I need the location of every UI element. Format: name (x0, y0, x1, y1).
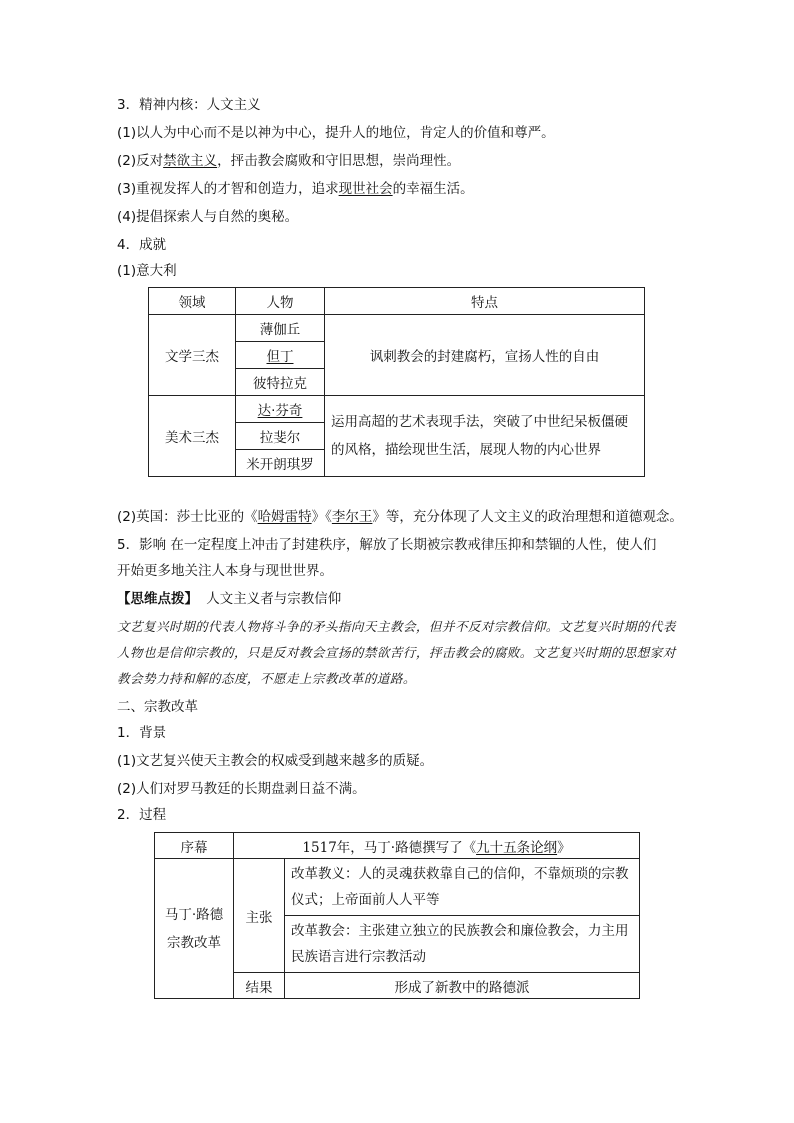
callout-title: 人文主义者与宗教信仰 (206, 591, 342, 607)
reformation-table (154, 832, 640, 999)
table-header: 人物 (236, 288, 325, 315)
section-3-heading: 3．精神内核：人文主义 (117, 97, 261, 113)
section-5-line-2: 开始更多地关注人本身与现世世界。 (117, 563, 333, 579)
art-feature: 运用高超的艺术表现手法，突破了中世纪呆板僵硬的风格，描绘现世生活，展现人物的内心世界 (325, 396, 645, 477)
callout-body: 文艺复兴时期的代表人物将斗争的矛头指向天主教会，但并不反对宗教信仰。文艺复兴时期的代表人物也是信仰宗教的，只是反对教会宣扬的禁欲苦行，抨击教会的腐败。文艺复兴时期的思想家对教会势力持和解的态度，不愿走上宗教改革的道路。 (117, 619, 676, 686)
reform-label: 马丁·路德宗教改革 (155, 859, 234, 999)
literature-feature: 讽刺教会的封建腐朽，宣扬人性的自由 (325, 315, 645, 396)
underlined-term: 哈姆雷特 (257, 509, 312, 525)
background-point-1: (1)文艺复兴使天主教会的权威受到越来越多的质疑。 (117, 753, 434, 769)
process-heading: 2．过程 (117, 807, 167, 823)
background-point-2: (2)人们对罗马教廷的长期盘剥日益不满。 (117, 781, 366, 797)
underlined-term: 李尔王 (331, 509, 373, 525)
section-3-point-4: (4)提倡探索人与自然的奥秘。 (117, 209, 299, 225)
prelude-text: 1517年，马丁·路德撰写了《九十五条论纲》 (234, 833, 640, 859)
part-2-heading: 二、宗教改革 (117, 699, 198, 715)
underlined-term: 现世社会 (338, 181, 393, 197)
callout-label: 【思维点拨】 (117, 591, 198, 607)
table-header: 领域 (149, 288, 236, 315)
result-text: 形成了新教中的路德派 (285, 973, 640, 999)
italy-subheading: (1)意大利 (117, 263, 177, 279)
section-3-point-1: (1)以人为中心而不是以神为中心，提升人的地位，肯定人的价值和尊严。 (117, 125, 555, 141)
section-3-point-2: (2)反对禁欲主义，抨击教会腐败和守旧思想，崇尚理性。 (117, 153, 461, 169)
person-cell: 薄伽丘 (236, 315, 325, 342)
field-art: 美术三杰 (149, 396, 236, 477)
section-5-line-1: 5．影响 在一定程度上冲击了封建秩序，解放了长期被宗教戒律压抑和禁锢的人性，使人们 (117, 537, 657, 553)
underlined-term: 禁欲主义 (163, 153, 218, 169)
section-3-point-3: (3)重视发挥人的才智和创造力，追求现世社会的幸福生活。 (117, 181, 474, 197)
person-cell: 米开朗琪罗 (236, 450, 325, 477)
italy-achievements-table (148, 287, 645, 477)
section-4-heading: 4．成就 (117, 237, 167, 253)
person-cell: 彼特拉克 (236, 369, 325, 396)
table-header: 特点 (325, 288, 645, 315)
callout-heading (117, 590, 341, 608)
claim-doctrine: 改革教义：人的灵魂获救靠自己的信仰，不靠烦琐的宗教仪式；上帝面前人人平等 (285, 859, 640, 916)
result-label: 结果 (234, 973, 285, 999)
background-heading: 1．背景 (117, 725, 167, 741)
prelude-label: 序幕 (155, 833, 234, 859)
claim-label: 主张 (234, 859, 285, 973)
field-literature: 文学三杰 (149, 315, 236, 396)
person-cell: 达·芬奇 (236, 396, 325, 423)
claim-church: 改革教会：主张建立独立的民族教会和廉俭教会，力主用民族语言进行宗教活动 (285, 916, 640, 973)
uk-achievement: (2)英国：莎士比亚的《哈姆雷特》《李尔王》等，充分体现了人文主义的政治理想和道德观念。 (117, 509, 683, 525)
underlined-term: 九十五条论纲 (476, 839, 558, 856)
person-cell: 但丁 (236, 342, 325, 369)
person-cell: 拉斐尔 (236, 423, 325, 450)
